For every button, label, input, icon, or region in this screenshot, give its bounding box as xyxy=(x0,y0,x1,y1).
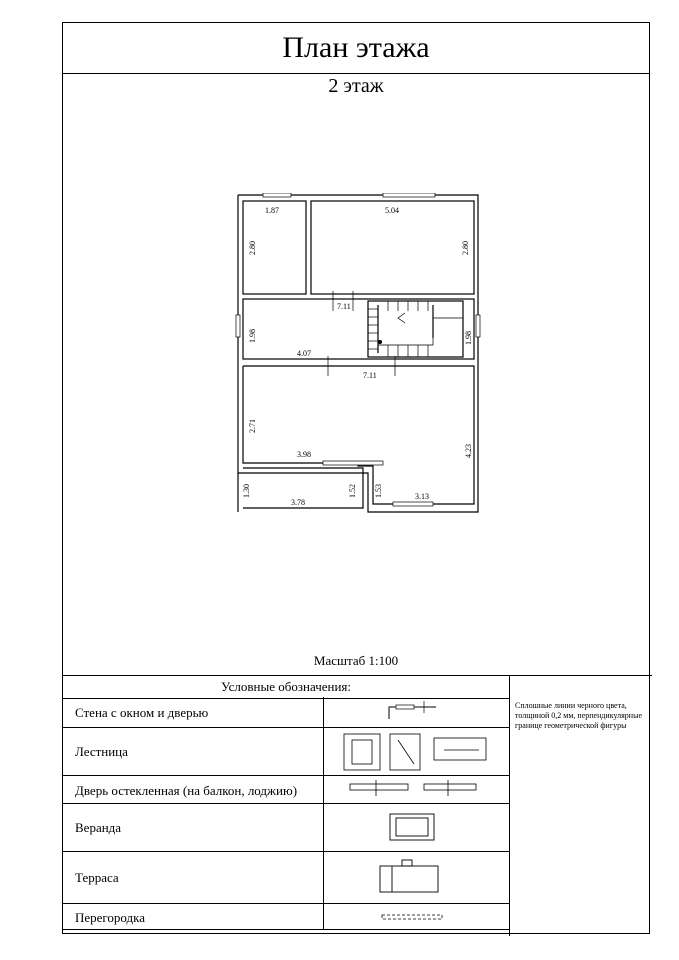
legend-label: Стена с окном и дверью xyxy=(75,705,209,720)
hall-outline xyxy=(243,299,474,359)
dim-hall-bottom: 4.07 xyxy=(297,349,311,358)
main-room-outline xyxy=(243,366,474,504)
dim-hall-height-right: 1.98 xyxy=(464,331,473,345)
scale-label: Масштаб 1:100 xyxy=(313,653,399,668)
dim-main-height-right: 4.23 xyxy=(464,444,473,458)
legend-symbol-cell xyxy=(323,776,510,803)
dim-room2-height: 2.80 xyxy=(461,241,470,255)
dim-hall-height-left: 1.98 xyxy=(248,329,257,343)
dim-notch-width: 3.13 xyxy=(415,492,429,501)
dim-room1-height: 2.80 xyxy=(248,241,257,255)
glazed-door-symbol xyxy=(324,776,510,804)
stair-start-dot xyxy=(378,340,382,344)
legend-label: Терраса xyxy=(75,870,119,885)
floor-label: 2 этаж xyxy=(328,75,384,97)
legend-row xyxy=(63,804,509,852)
legend-label: Дверь остекленная (на балкон, лоджию) xyxy=(75,783,298,798)
wall-window-door-symbol xyxy=(324,697,510,728)
legend-header: Условные обозначения: xyxy=(63,675,509,699)
legend-note: Сплошные линии черного цвета, толщиной 0,2 мм, перпендикулярные границе геометрической фигуры xyxy=(515,701,643,730)
legend-row xyxy=(63,728,509,776)
legend-label: Перегородка xyxy=(75,910,146,925)
dim-main-bottom: 3.98 xyxy=(297,450,311,459)
page-title: План этажа xyxy=(63,23,649,74)
legend-label: Лестница xyxy=(75,744,128,759)
terrace-symbol xyxy=(324,852,510,904)
stair-outline xyxy=(368,301,463,357)
dim-main-width: 7.11 xyxy=(363,371,377,380)
dim-notch-height: 1.53 xyxy=(374,484,383,498)
legend-symbol-cell xyxy=(323,697,510,727)
legend-symbol-cell xyxy=(323,904,510,929)
dim-hall-width: 7.11 xyxy=(337,302,351,311)
legend-symbol-cell xyxy=(323,804,510,851)
legend-row xyxy=(63,776,509,804)
veranda-symbol xyxy=(324,804,510,852)
legend-label: Веранда xyxy=(75,820,122,835)
legend-symbol-cell xyxy=(323,728,510,775)
floor-plan xyxy=(233,193,483,523)
legend-row xyxy=(63,697,509,728)
dim-small-width: 3.78 xyxy=(291,498,305,507)
dim-main-height-left: 2.71 xyxy=(248,419,257,433)
stair-symbol xyxy=(324,728,510,776)
legend-row xyxy=(63,904,509,930)
legend-row xyxy=(63,852,509,904)
dim-room2-width: 5.04 xyxy=(385,206,399,215)
dim-small-height: 1.30 xyxy=(242,484,251,498)
drawing-sheet xyxy=(62,22,650,934)
legend-symbol-cell xyxy=(323,852,510,903)
dim-small-right: 1.52 xyxy=(348,484,357,498)
partition-symbol xyxy=(324,904,510,930)
dim-room1-width: 1.87 xyxy=(265,206,279,215)
